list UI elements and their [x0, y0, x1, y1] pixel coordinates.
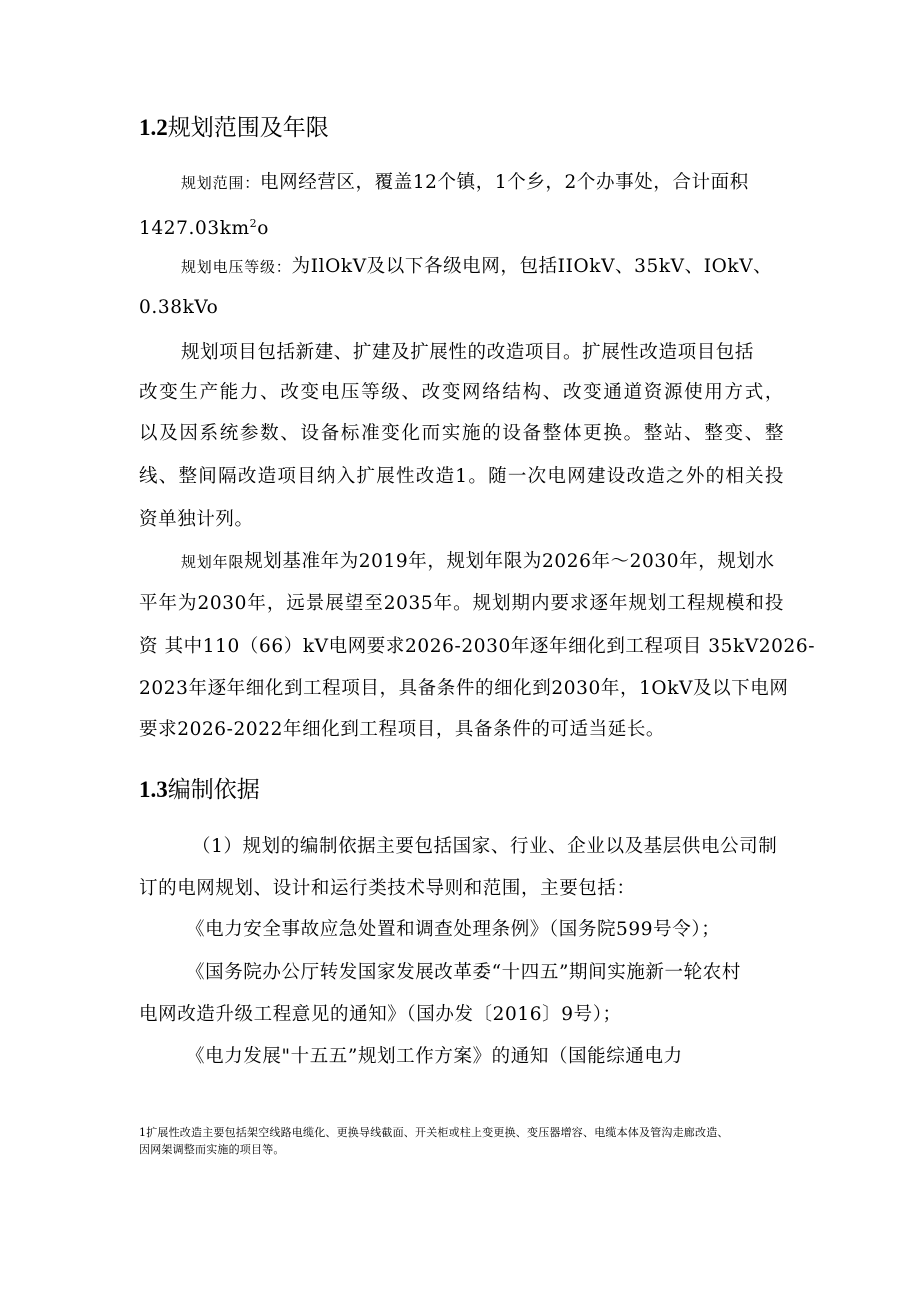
term-line-2: 平年为2030年，远景展望至2035年。规划期内要求逐年规划工程规模和投: [139, 593, 784, 614]
project-line-4: 线、整间隔改造项目纳入扩展性改造1。随一次电网建设改造之外的相关投: [139, 466, 784, 487]
scope-line-2: [139, 211, 269, 242]
footnote-line-2: 因网架调整而实施的项目等。: [139, 1143, 285, 1156]
term-line-5: 要求2026-2022年细化到工程项目，具备条件的可适当延长。: [139, 719, 666, 740]
section-title: 编制依据: [167, 777, 260, 803]
area-value: 1427.03km: [139, 218, 250, 239]
section-number: 1.3: [139, 777, 168, 802]
project-line-3: 以及因系统参数、设备标准变化而实施的设备整体更换。整站、整变、整: [139, 423, 784, 444]
term-line-3: 资 其中110（66）kV电网要求2026-2030年逐年细化到工程项目 35kV2026-: [139, 636, 816, 657]
reference-2-line-1: 《国务院办公厅转发国家发展改革委“十四五”期间实施新一轮农村: [186, 962, 741, 983]
footnote-line-1: 1扩展性改造主要包括架空线路电缆化、更换导线截面、开关柜或柱上变更换、变压器增容、电缆本体及管沟走廊改造、: [139, 1126, 729, 1139]
term-line-1: [181, 549, 775, 575]
reference-2-line-2: 电网改造升级工程意见的通知》（国办发〔2016〕9号）；: [139, 1004, 622, 1025]
term-label: 规划年限: [181, 553, 245, 571]
section-heading-1-3: [139, 775, 260, 805]
voltage-text: 为IlOkV及以下各级电网，包括IIOkV、35kV、IOkV、: [291, 256, 773, 277]
section-heading-1-2: [139, 113, 329, 143]
term-text: 规划基准年为2019年，规划年限为2026年〜2030年，规划水: [244, 551, 775, 572]
area-superscript: 2: [249, 217, 258, 230]
voltage-line-1: [181, 254, 772, 280]
reference-3: 《电力发展"十五五”规划工作方案》的通知（国能综通电力: [186, 1046, 683, 1067]
basis-line-2: 订的电网规划、设计和运行类技术导则和范围，主要包括：: [139, 878, 636, 899]
project-line-2: 改变生产能力、改变电压等级、改变网络结构、改变通道资源使用方式，: [139, 382, 784, 403]
section-number: 1.2: [139, 115, 168, 140]
area-suffix: o: [257, 218, 270, 239]
voltage-label: 规划电压等级：: [181, 258, 292, 276]
voltage-line-2: 0.38kVo: [139, 297, 219, 318]
reference-1: 《电力安全事故应急处置和调查处理条例》（国务院599号令）；: [186, 919, 721, 940]
basis-line-1: （1）规划的编制依据主要包括国家、行业、企业以及基层供电公司制: [192, 836, 778, 857]
project-line-1: 规划项目包括新建、扩建及扩展性的改造项目。扩展性改造项目包括: [181, 342, 755, 363]
section-title: 规划范围及年限: [167, 115, 329, 141]
term-line-4: 2023年逐年细化到工程项目，具备条件的细化到2030年，1OkV及以下电网: [139, 678, 789, 699]
project-line-5: 资单独计列。: [139, 509, 254, 530]
scope-label: 规划范围：: [181, 174, 261, 192]
scope-line-1: [181, 170, 749, 196]
scope-text: 电网经营区，覆盖12个镇，1个乡，2个办事处，合计面积: [260, 172, 749, 193]
